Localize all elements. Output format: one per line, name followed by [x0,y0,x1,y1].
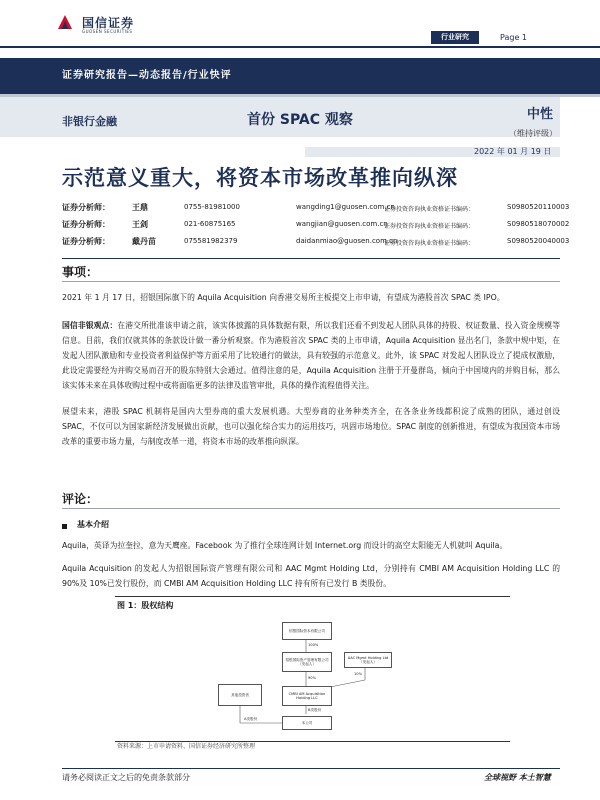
logo-english: GUOSEN SECURITIES [82,29,133,34]
category-tag: 行业研究 [431,31,479,44]
analyst-license: S0980520040003 [507,237,570,245]
analyst-name: 戴丹苗 [132,237,156,246]
comment-subheading: 基本介绍 [77,520,109,529]
analyst-row [62,200,570,216]
view-label: 国信非银观点： [62,321,118,330]
footer-divider [62,768,560,769]
analyst-name: 王鼎 [132,203,148,212]
figure-source: 资料来源：上市申请资料、国信证券经济研究所整理 [117,743,256,750]
node-mid: 招银国际资产管理有限公司（发起人） [282,652,332,672]
view-paragraph [62,318,560,393]
bullet-square-icon [62,524,67,529]
analyst-phone: 021-60875165 [184,220,236,228]
node-company: 本公司 [282,716,332,730]
analyst-phone: 0755-81981000 [184,203,240,211]
view-text: 在港交所批准该申请之前，该实体披露的具体数据有限，所以我们还看不到发起人团队具体的持股、权证数量、投入资金规模等信息。目前，我们仅就其体的条款设计做一番分析观察。作为港股首次 SPAC 类的上市申请，Aquila Acquisition 显出名门，条款中规中矩，在发起人团队激励和专业投资者利益保护等方面采用了比较通行的做法，具有较强的示范意义。此外，该 SPAC 对发起人团队设立了提成权激励，此设定需要经为并购交易而召开的股东特别大会通过。值得注意的是，Aquila Acquisition 注册于开曼群岛，倾向于中国境内的并购目标，那么该实体未来在具体收购过程中或将面临更多的法律及监管审批，具体的操作流程值得关注。 [62,321,561,390]
comment-p1: Aquila，英译为拉奎拉，意为天鹰座。Facebook 为了推行全球连网计划 Internet.org 而设计的高空太阳能无人机就叫 Aquila。 [62,541,508,550]
node-holding: CMBI AM Acquisition Holding LLC [282,686,332,706]
comment-underline [62,508,560,509]
analyst-name: 王剑 [132,220,148,229]
figure-title: 图 1：股权结构 [117,601,174,610]
logo-name: 国信证券 [82,16,135,30]
analyst-role: 证券分析师： [62,237,110,246]
event-underline [62,281,560,282]
header-divider [0,46,600,48]
report-type: 证券研究报告—动态报告/行业快评 [62,70,232,81]
node-right: AAC Mgmt Holding Ltd（发起人） [344,652,392,668]
comment-p2: Aquila Acquisition 的发起人为招银国际资产管理有限公司和 AAC Mgmt Holding Ltd，分别持有 CMBI AM Acquisition Holding LLC 的 90%及 10%已发行股份，而 CMBI AM Acquisition Holding LLC 持有所有已发行 B 类股份。 [62,564,560,588]
analyst-email[interactable]: daidanmiao@guosen.com.cn [296,237,398,245]
analyst-role: 证券分析师： [62,203,110,212]
rating-note: （维持评级） [509,129,557,138]
footer-disclaimer: 请务必阅读正文之后的免责条款部分 [62,773,190,782]
analyst-license: S0980520110003 [507,203,570,211]
footer-slogan: 全球视野 本土智慧 [484,773,551,782]
analyst-license-label: 证券投资咨询执业资格证书编码： [384,206,475,213]
label-holding-company: B类股份 [308,708,322,712]
sector-label: 非银行金融 [62,115,117,128]
label-mid-holding: 90% [308,676,316,680]
page-label: Page [500,33,520,42]
rating: 中性 [527,107,554,122]
report-date: 2022 年 01 月 19 日 [474,147,552,156]
analyst-email[interactable]: wangjian@guosen.com.cn [296,220,388,228]
node-left: 其他投资者 [218,684,262,706]
analyst-row [62,234,570,250]
comment-heading: 评论： [62,492,99,506]
analyst-role: 证券分析师： [62,220,110,229]
analyst-email[interactable]: wangding1@guosen.com.cn [296,203,395,211]
guosen-logo-icon [58,14,72,28]
node-top: 招银国际资本有限公司 [282,622,332,640]
headline: 示范意义重大，将资本市场改革推向纵深 [62,166,458,190]
analyst-phone: 075581982379 [184,237,238,245]
analyst-license: S0980518070002 [507,220,570,228]
label-left-company: A类股份 [244,717,258,721]
event-heading: 事项： [62,265,99,279]
outlook-text: 展望未来，港股 SPAC 机制将是国内大型券商的重大发展机遇。大型券商的业务种类齐全，在各条业务线都积淀了成熟的团队，通过创设 SPAC，不仅可以为国家新经济发展做出贡献，也可以强化综合实力的运用技巧，巩固市场地位。SPAC 制度的创新推进，有望成为我国资本市场改革的重要市场力量，与制度改革一道，将资本市场的改革推向纵深。 [62,407,560,446]
report-title: 首份 SPAC 观察 [247,112,353,128]
analyst-divider [62,258,560,259]
page-indicator [500,31,527,44]
analyst-license-label: 证券投资咨询执业资格证书编码： [384,240,475,247]
analyst-row [62,217,570,233]
analyst-license-label: 证券投资咨询执业资格证书编码： [384,223,475,230]
page-number: 1 [521,33,528,42]
label-top-mid: 100% [308,643,319,647]
label-right-holding: 10% [354,672,362,676]
event-text: 2021 年 1 月 17 日，招银国际旗下的 Aquila Acquisition 向香港交易所主板提交上市申请，有望成为港股首次 SPAC 类 IPO。 [62,293,505,302]
